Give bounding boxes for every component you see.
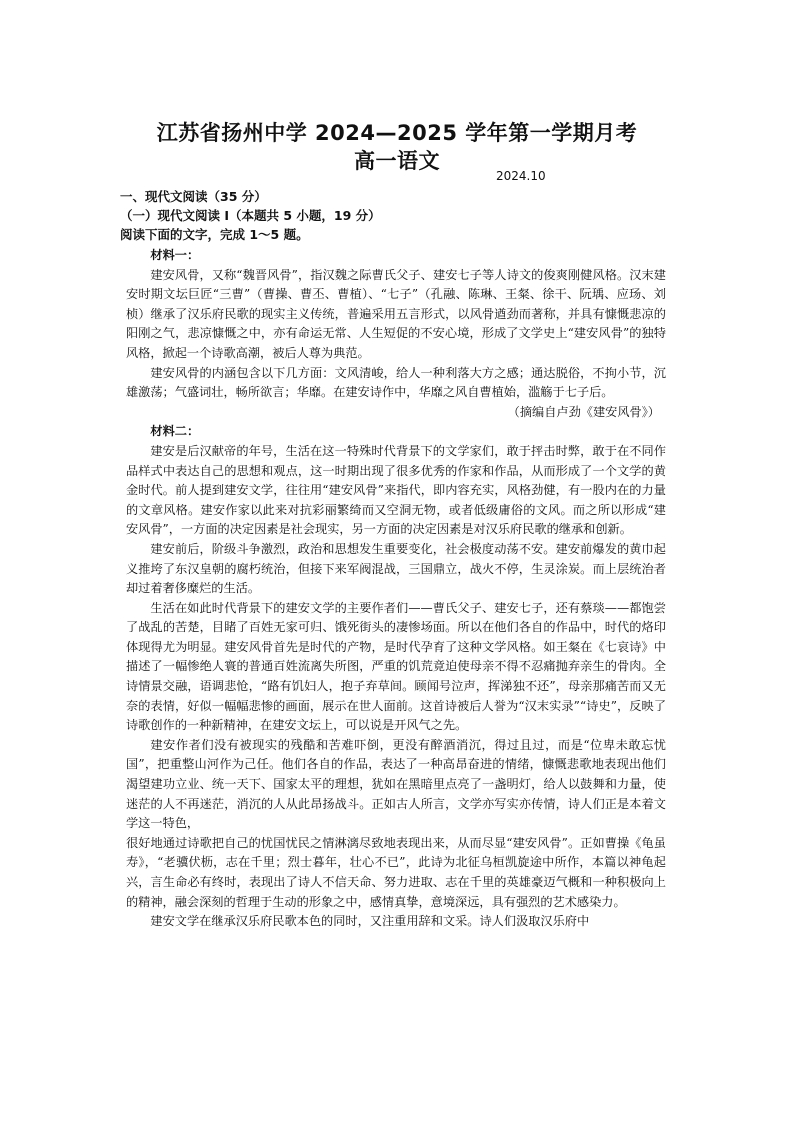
paragraph: 建安作者们没有被现实的残酷和苦难吓倒，更没有醉酒消沉，得过且过，而是“位卑未敢忘忧国”，把重整山河作为己任。他们各自的作品，表达了一种高昂奋进的情绪，慷慨悲歌地表现出他们渴望建功立业、统一天下、国家太平的理想，犹如在黑暗里点亮了一盏明灯，给人以鼓舞和力量，使迷茫的人不再迷茫，消沉的人从此昂扬战斗。正如古人所言，文学亦写实亦传情，诗人们正是本着文学这一特色， — [126, 737, 666, 831]
section-heading: 一、现代文阅读（35 分） — [120, 189, 267, 204]
reading-passage — [126, 246, 666, 932]
paragraph: 建安风骨的内涵包含以下几方面：文风清峻，给人一种利落大方之感；通达脱俗，不拘小节，沉雄激荡；气盛词壮，畅所欲言；华靡。在建安诗作中，华靡之风自曹植始，滥觞于七子后。 — [126, 365, 666, 400]
exam-title: 江苏省扬州中学 2024—2025 学年第一学期月考 — [156, 121, 638, 145]
subsection-heading: （一）现代文阅读 Ⅰ（本题共 5 小题，19 分） — [120, 208, 381, 223]
paragraph: 建安是后汉献帝的年号，生活在这一特殊时代背景下的文学家们，敢于抨击时弊，敢于在不同作品样式中表达自己的思想和观点，这一时期出现了很多优秀的作家和作品，从而形成了一个文学的黄金时代。前人提到建安文学，往往用“建安风骨”来指代，即内容充实，风格劲健，有一股内在的力量的文章风格。建安作家以此来对抗彩丽繁绮而又空洞无物，或者低级庸俗的文风。而之所以形成“建安风骨”，一方面的决定因素是社会现实，另一方面的决定因素是对汉乐府民歌的继承和创新。 — [126, 443, 666, 537]
paragraph: 生活在如此时代背景下的建安文学的主要作者们——曹氏父子、建安七子，还有蔡琰——都饱尝了战乱的苦楚，目睹了百姓无家可归、饿死街头的凄惨场面。所以在他们各自的作品中，时代的烙印体现得尤为明显。建安风骨首先是时代的产物，是时代孕育了这种文学风格。如王粲在《七哀诗》中描述了一幅惨绝人寰的普通百姓流离失所图，严重的饥荒竟迫使母亲不得不忍痛抛弃亲生的骨肉。全诗情景交融，语调悲怆，“路有饥妇人，抱子弃草间。顾闻号泣声，挥涕独不还”，母亲那痛苦而又无奈的表情，好似一幅幅悲惨的画面，展示在世人面前。这首诗被后人誉为“汉末实录”“诗史”，反映了诗歌创作的一种新精神，在建安文坛上，可以说是开风气之先。 — [126, 600, 666, 733]
paragraph: 建安文学在继承汉乐府民歌本色的同时，又注重用辞和文采。诗人们汲取汉乐府中 — [150, 914, 590, 929]
material-heading: 材料一： — [150, 248, 200, 262]
paragraph: 很好地通过诗歌把自己的忧国忧民之情淋漓尽致地表现出来，从而尽显“建安风骨”。正如曹操《龟虽寿》，“老骥伏枥，志在千里；烈士暮年，壮心不已”，此诗为北征乌桓凯旋途中所作，本篇以神龟起兴，言生命必有终时，表现出了诗人不信天命、努力进取、志在千里的英雄豪迈气概和一种积极向上的精神，融会深刻的哲理于生动的形象之中，感情真挚，意境深远，具有强烈的艺术感染力。 — [126, 835, 666, 909]
reading-instruction: 阅读下面的文字，完成 1～5 题。 — [120, 227, 309, 242]
subject-title: 高一语文 — [354, 149, 440, 173]
paragraph: 建安风骨，又称“魏晋风骨”，指汉魏之际曹氏父子、建安七子等人诗文的俊爽刚健风格。汉末建安时期文坛巨匠“三曹”（曹操、曹丕、曹植）、“七子”（孔融、陈琳、王粲、徐干、阮瑀、应玚、刘桢）继承了汉乐府民歌的现实主义传统，普遍采用五言形式，以风骨遒劲而著称，并具有慷慨悲凉的阳刚之气，悲凉慷慨之中，亦有命运无常、人生短促的不安心境，形成了文学史上“建安风骨”的独特风格，掀起一个诗歌高潮，被后人尊为典范。 — [126, 267, 666, 360]
exam-date: 2024.10 — [496, 169, 546, 183]
paragraph: 建安前后，阶级斗争激烈，政治和思想发生重要变化，社会极度动荡不安。建安前爆发的黄巾起义推垮了东汉皇朝的腐朽统治，但接下来军阀混战，三国鼎立，战火不停，生灵涂炭。而上层统治者却过着奢侈糜烂的生活。 — [126, 541, 666, 596]
source-citation: （摘编自卢劲《建安风骨》） — [507, 404, 660, 419]
material-heading: 材料二： — [150, 424, 200, 439]
